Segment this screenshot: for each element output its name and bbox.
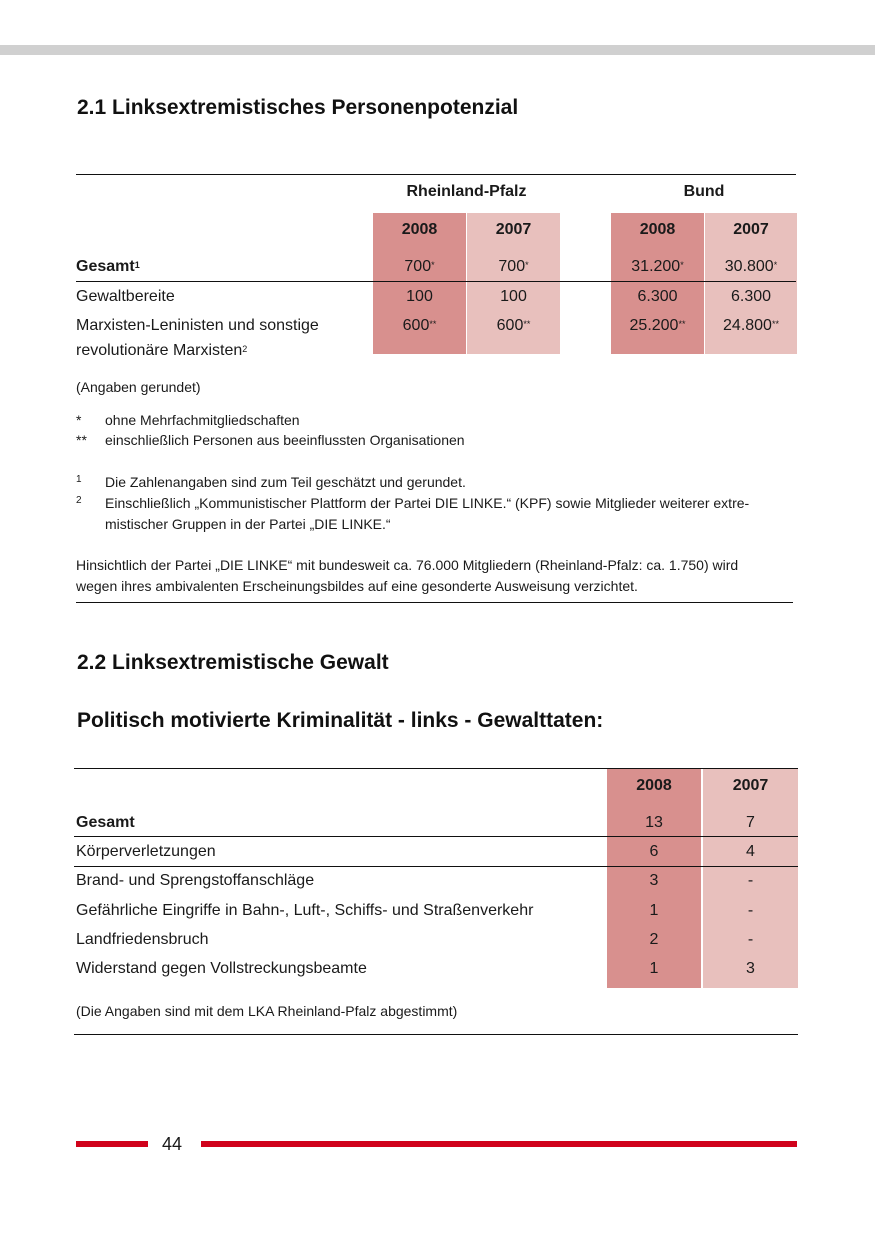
table1-cell: 600** [402, 317, 437, 334]
table1-cell: 6.300 [730, 288, 772, 305]
star-note-text: einschließlich Personen aus beeinflussten Organisationen [105, 432, 465, 448]
section1-bottom-rule [76, 602, 793, 603]
table2-row-rule [74, 866, 798, 867]
remark-die-linke: Hinsichtlich der Partei „DIE LINKE“ mit bundesweit ca. 76.000 Mitgliedern (Rheinland-Pfalz: ca. 1.750) wird [76, 557, 739, 573]
table2-cell: 13 [645, 814, 663, 831]
table1-row-label-marxisten-line2: revolutionäre Marxisten$^2$ [76, 342, 248, 359]
table2-cell: 3 [746, 960, 755, 977]
table1-year-header: 2008 [639, 221, 676, 238]
table2-cell: 1 [649, 960, 659, 977]
table1-cell: 700* [404, 258, 435, 275]
table2-row-rule [74, 836, 798, 837]
star-note-text: ohne Mehrfachmitgliedschaften [105, 412, 300, 428]
footnote-mark: 1 [76, 474, 82, 485]
note-angaben-gerundet: (Angaben gerundet) [76, 379, 201, 395]
section-title-gewalt: 2.2 Linksextremistische Gewalt [77, 651, 389, 674]
table1-group-bund: Bund [683, 183, 725, 200]
footnote-mark: 2 [76, 495, 82, 506]
table1-cell: 25.200** [629, 317, 686, 334]
table1-cell: 31.200* [631, 258, 684, 275]
footnote-text: Einschließlich „Kommunistischer Plattform der Partei DIE LINKE.“ (KPF) sowie Mitglieder weiterer extre- [105, 495, 750, 511]
table2-cell: - [747, 872, 754, 889]
footnote-text-continued: mistischer Gruppen in der Partei „DIE LINKE.“ [105, 516, 391, 532]
table1-cell: 30.800* [724, 258, 778, 275]
table2-year-header: 2007 [732, 777, 769, 794]
table1-cell: 100 [500, 288, 527, 305]
table2-row-label: Körperverletzungen [76, 843, 216, 860]
table1-year-header: 2008 [401, 221, 438, 238]
table1-gesamt-rule [76, 281, 796, 282]
table1-top-rule [76, 174, 796, 175]
remark-die-linke-line2: wegen ihres ambivalenten Erscheinungsbildes auf eine gesonderte Ausweisung verzichtet. [76, 578, 638, 594]
table2-cell: 3 [649, 872, 659, 889]
page-number: 44 [162, 1134, 183, 1154]
table2-cell: 1 [649, 902, 659, 919]
table2-year-header: 2008 [636, 777, 672, 794]
table2-row-label: Brand- und Sprengstoffanschläge [76, 872, 315, 889]
table1-row-label-marxisten: Marxisten-Leninisten und sonstige [76, 317, 319, 334]
table2-cell: 6 [649, 843, 659, 860]
star-note-mark: * [76, 412, 82, 428]
table2-cell: 7 [746, 814, 755, 831]
table2-subtitle: Politisch motivierte Kriminalität - links - Gewalttaten: [77, 709, 604, 732]
star-note-mark: ** [76, 432, 87, 448]
table2-cell: - [747, 902, 754, 919]
table2-cell: - [747, 931, 754, 948]
table2-note: (Die Angaben sind mit dem LKA Rheinland-Pfalz abgestimmt) [76, 1003, 458, 1019]
table1-cell: 100 [406, 288, 433, 305]
table1-year-header: 2007 [495, 221, 532, 238]
top-gray-bar [0, 45, 875, 55]
table2-row-label: Widerstand gegen Vollstreckungsbeamte [76, 960, 367, 977]
table2-row-label-gesamt: Gesamt [76, 814, 135, 831]
table2-row-label: Gefährliche Eingriffe in Bahn-, Luft-, Schiffs- und Straßenverkehr [76, 902, 534, 919]
footnote-text: Die Zahlenangaben sind zum Teil geschätzt und gerundet. [105, 474, 466, 490]
table1-year-header: 2007 [733, 221, 769, 238]
table2-cell: 4 [746, 843, 755, 860]
table2-row-label: Landfriedensbruch [76, 931, 209, 948]
table1-row-label-gesamt: Gesamt$^1$ [76, 258, 140, 275]
footer-red-bar-right [201, 1141, 797, 1147]
table1-cell: 6.300 [637, 288, 678, 305]
footer-red-bar-left [76, 1141, 148, 1147]
table1-group-rheinland-pfalz: Rheinland-Pfalz [406, 183, 527, 200]
table1-cell: 700* [498, 258, 529, 275]
section-title-personenpotenzial: 2.1 Linksextremistisches Personenpotenzial [77, 96, 519, 119]
table1-cell: 600** [496, 317, 531, 334]
section2-bottom-rule [74, 1034, 798, 1035]
table2-cell: 2 [649, 931, 659, 948]
table1-row-label-gewaltbereite: Gewaltbereite [76, 288, 175, 305]
table1-cell: 24.800** [723, 317, 779, 334]
